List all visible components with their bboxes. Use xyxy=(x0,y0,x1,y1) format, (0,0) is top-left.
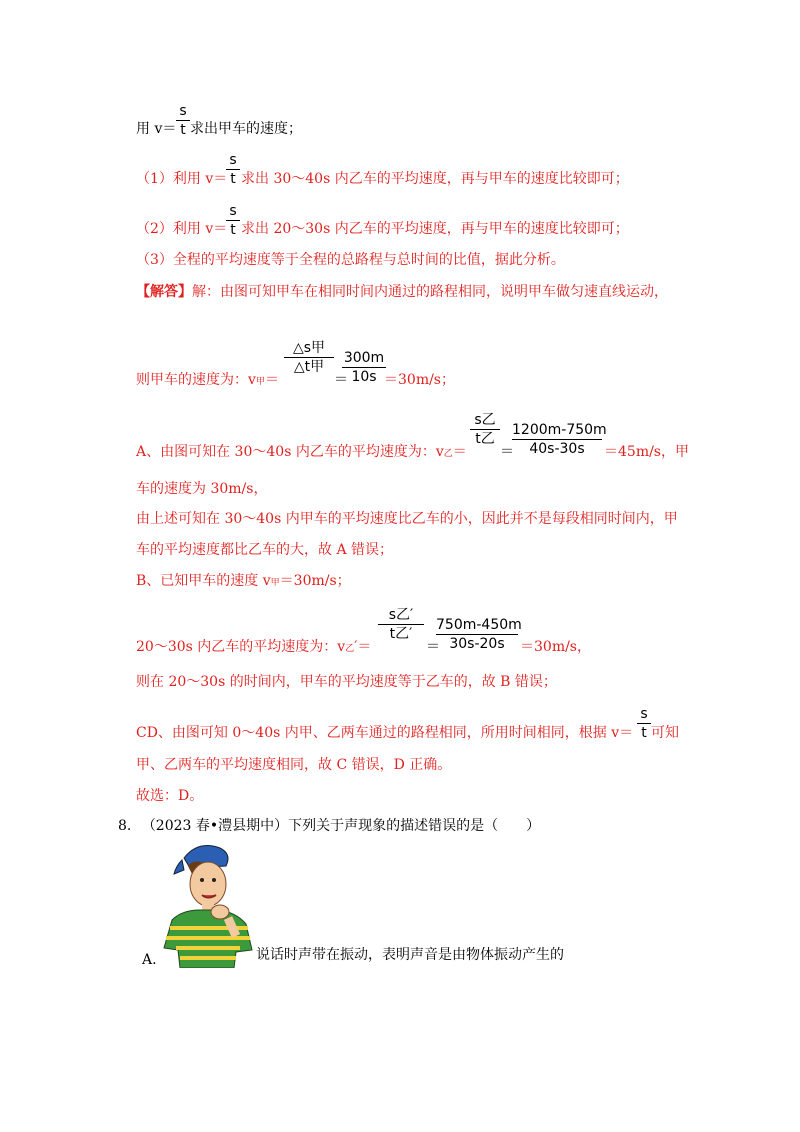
fraction-bar xyxy=(378,624,424,625)
fraction-denominator: t xyxy=(641,725,647,741)
text: 说话时声带在振动，表明声音是由物体振动产生的 xyxy=(256,947,564,963)
fraction-distance-over-time xyxy=(436,617,522,652)
answer-intro-text: 解：由图可知甲车在相同时间内通过的路程相同，说明甲车做匀速直线运动， xyxy=(192,284,668,300)
subscript: 乙 xyxy=(345,644,355,654)
equals: ′＝ xyxy=(354,639,372,655)
equals: ＝ xyxy=(264,372,279,388)
text: ＝30m/s； xyxy=(279,573,351,589)
fraction-bar xyxy=(512,439,602,440)
fraction-numerator: 750m-450m xyxy=(436,617,522,633)
text: 则甲车的速度为：v xyxy=(136,372,256,388)
analysis-line-2-post xyxy=(241,220,629,238)
equals: ＝ xyxy=(452,444,467,460)
question-number: 8. xyxy=(118,818,132,834)
question-text: （2023 春•澧县期中）下列关于声现象的描述错误的是（ ） xyxy=(141,818,541,834)
fraction-numerator: s乙′ xyxy=(388,607,414,623)
fraction-denominator: t乙 xyxy=(475,431,495,447)
text: 故选：D。 xyxy=(136,788,204,804)
text: ＝30m/s； xyxy=(384,372,455,388)
equals: ＝ xyxy=(334,372,348,388)
option-a-line-3 xyxy=(136,510,678,528)
fraction-numerator: 1200m-750m xyxy=(512,422,607,438)
option-a-line-4 xyxy=(136,541,393,559)
option-cd-line-1 xyxy=(136,724,633,742)
text: 求出甲车的速度； xyxy=(190,121,302,137)
fraction-distance-over-time xyxy=(512,422,607,457)
fraction-bar xyxy=(470,429,500,430)
text: B、已知甲车的速度 v xyxy=(136,573,271,589)
analysis-line-2 xyxy=(136,220,227,238)
analysis-line-3 xyxy=(136,251,565,269)
text: 用 v＝ xyxy=(136,121,177,137)
fraction-s-over-t xyxy=(226,203,240,238)
conclusion xyxy=(136,787,203,805)
fraction-numerator: s xyxy=(229,203,237,219)
subscript: 甲 xyxy=(270,578,280,588)
fraction-numerator: s xyxy=(640,706,648,722)
option-a-text xyxy=(256,946,564,964)
option-a-line-1 xyxy=(136,443,467,463)
fraction-bar xyxy=(226,169,240,170)
option-cd-line-1-post xyxy=(651,724,679,742)
text: 车的速度为 30m/s， xyxy=(136,481,268,497)
text: 车的平均速度都比乙车的大，故 A 错误； xyxy=(136,542,394,558)
text: 20～30s 内乙车的平均速度为：v xyxy=(136,639,346,655)
text: CD、由图可知 0～40s 内甲、乙两车通过的路程相同，所用时间相同，根据 v＝ xyxy=(136,725,634,741)
fraction-denominator: 10s xyxy=(351,369,377,385)
text: （1）利用 v＝ xyxy=(136,171,228,187)
fraction-bar xyxy=(176,120,190,121)
text: （3）全程的平均速度等于全程的总路程与总时间的比值，据此分析。 xyxy=(136,252,565,268)
fraction-bar xyxy=(342,367,386,368)
text: 甲、乙两车的平均速度相同，故 C 错误，D 正确。 xyxy=(136,757,452,773)
fraction-delta-s-over-delta-t xyxy=(284,340,334,375)
jia-speed-line xyxy=(136,371,279,391)
fraction-denominator: t xyxy=(180,122,186,138)
option-b-result xyxy=(520,638,591,656)
fraction-numerator: △s甲 xyxy=(292,340,326,356)
text: ＝45m/s，甲 xyxy=(604,444,689,460)
question-8-stem xyxy=(118,817,540,835)
fraction-bar xyxy=(284,357,334,358)
answer-intro xyxy=(136,283,668,301)
fraction-s-yi-over-t-yi xyxy=(470,412,500,447)
fraction-denominator: t乙′ xyxy=(389,626,413,642)
text: 求出 30～40s 内乙车的平均速度，再与甲车的速度比较即可； xyxy=(241,171,629,187)
fraction-bar xyxy=(226,220,240,221)
text: 可知 xyxy=(651,725,679,741)
fraction-numerator: 300m xyxy=(343,350,385,366)
boy-speaking-illustration xyxy=(162,840,254,968)
fraction-s-over-t xyxy=(637,706,651,741)
fraction-s-yi-prime-over-t-yi-prime xyxy=(378,607,424,642)
fraction-bar xyxy=(637,723,651,724)
fraction-denominator: 40s-30s xyxy=(529,441,585,457)
subscript: 甲 xyxy=(255,377,265,387)
fraction-numerator: s乙 xyxy=(474,412,496,428)
text: 由上述可知在 30～40s 内甲车的平均速度比乙车的小，因此并不是每段相同时间内，甲 xyxy=(136,511,678,527)
fraction-denominator: t xyxy=(230,222,236,238)
equals: ＝ xyxy=(426,639,440,655)
fraction-numerator: s xyxy=(229,152,237,168)
text: 求出 20～30s 内乙车的平均速度，再与甲车的速度比较即可； xyxy=(241,221,629,237)
fraction-denominator: △t甲 xyxy=(293,359,325,375)
subscript: 乙 xyxy=(443,449,453,459)
text: ＝30m/s， xyxy=(520,639,591,655)
fraction-300m-over-10s xyxy=(342,350,386,385)
option-b-line-1 xyxy=(136,572,351,592)
text: A. xyxy=(142,952,157,968)
analysis-line-1-post xyxy=(241,170,629,188)
option-b-line-2 xyxy=(136,638,371,658)
option-b-line-3 xyxy=(136,673,557,691)
text: A、由图可知在 30～40s 内乙车的平均速度为：v xyxy=(136,444,444,460)
fraction-s-over-t xyxy=(226,152,240,187)
option-a-label xyxy=(142,951,157,969)
analysis-line-0-post xyxy=(190,120,302,138)
fraction-bar xyxy=(436,634,518,635)
text: （2）利用 v＝ xyxy=(136,221,228,237)
analysis-line-0 xyxy=(136,120,176,138)
fraction-denominator: 30s-20s xyxy=(449,636,505,652)
equals: ＝ xyxy=(500,444,514,460)
option-a-result xyxy=(604,443,689,461)
option-cd-line-2 xyxy=(136,756,451,774)
analysis-line-1 xyxy=(136,170,227,188)
fraction-numerator: s xyxy=(179,103,187,119)
fraction-denominator: t xyxy=(230,171,236,187)
fraction-s-over-t xyxy=(176,103,190,138)
jia-speed-result xyxy=(384,371,455,389)
text: 则在 20～30s 的时间内，甲车的平均速度等于乙车的，故 B 错误； xyxy=(136,674,557,690)
answer-tag: 【解答】 xyxy=(136,284,192,300)
option-a-line-2 xyxy=(136,480,267,498)
